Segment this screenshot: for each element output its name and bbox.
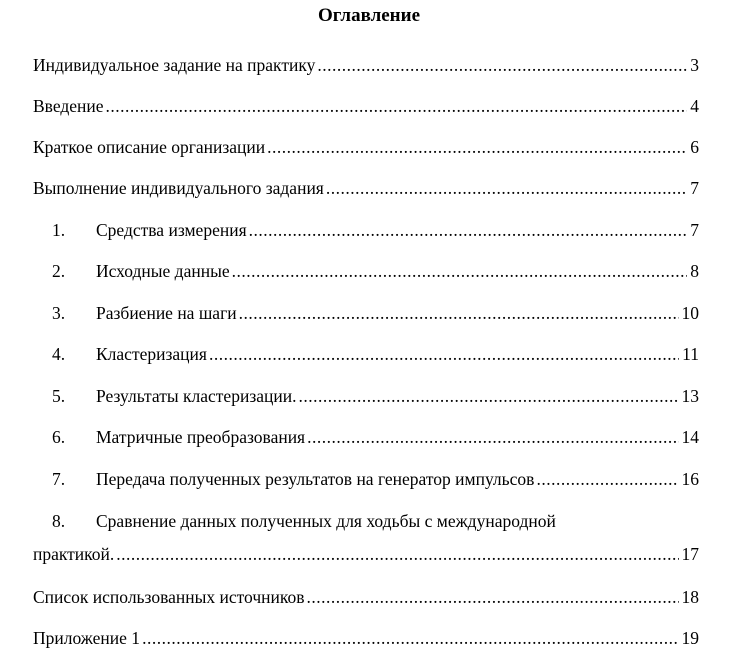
toc-entry-text: Передача полученных результатов на генератор импульсов xyxy=(96,469,535,489)
toc-leader-dots xyxy=(307,585,679,609)
toc-entry[interactable] xyxy=(33,135,699,159)
toc-leader-dots xyxy=(142,626,678,650)
toc-page-number: 3 xyxy=(690,55,699,75)
toc-entry-text: Исходные данные xyxy=(96,261,230,281)
toc-page-number: 18 xyxy=(681,587,699,607)
toc-leader-dots xyxy=(239,301,679,325)
toc-page-number: 11 xyxy=(682,344,699,364)
toc-page-number: 16 xyxy=(681,469,699,489)
toc-page-number: 4 xyxy=(690,96,699,116)
toc-entry-text: Краткое описание организации xyxy=(33,137,266,157)
toc-page-number: 7 xyxy=(690,178,699,198)
toc-entry-text: Результаты кластеризации. xyxy=(96,386,297,406)
toc-entry[interactable] xyxy=(33,176,699,200)
toc-entry-text: Список использованных источников xyxy=(33,587,305,607)
toc-subentry[interactable] xyxy=(52,384,699,408)
toc-leader-dots xyxy=(249,218,688,242)
toc-entry-number: 4. xyxy=(52,344,66,364)
toc-subentry[interactable] xyxy=(52,259,699,283)
toc-entry-text: Введение xyxy=(33,96,104,116)
toc-entry[interactable] xyxy=(33,94,699,118)
toc-subentry[interactable] xyxy=(52,218,699,242)
toc-entry-number: 5. xyxy=(52,386,66,406)
toc-entry-text: Кластеризация xyxy=(96,344,207,364)
toc-entry-text: Приложение 1 xyxy=(33,628,141,648)
toc-page-number: 6 xyxy=(690,137,699,157)
toc-leader-dots xyxy=(106,94,688,118)
toc-entry[interactable] xyxy=(33,53,699,77)
toc-entry-text: Матричные преобразования xyxy=(96,427,306,447)
toc-entry-number: 7. xyxy=(52,469,66,489)
toc-subentry-continuation[interactable] xyxy=(33,542,699,566)
toc-page-number: 10 xyxy=(681,303,699,323)
toc-entry-text: Индивидуальное задание на практику xyxy=(33,55,316,75)
toc-leader-dots xyxy=(116,542,678,566)
toc-entry-text: Выполнение индивидуального задания xyxy=(33,178,324,198)
toc-page-number: 19 xyxy=(681,628,699,648)
toc-entry-number: 6. xyxy=(52,427,66,447)
toc-leader-dots xyxy=(307,425,678,449)
toc-page-number: 14 xyxy=(681,427,699,447)
toc-entry-number: 3. xyxy=(52,303,66,323)
toc-page-number: 17 xyxy=(681,544,699,564)
toc-entry-text: Сравнение данных полученных для ходьбы с международной xyxy=(96,511,556,531)
toc-leader-dots xyxy=(536,467,678,491)
toc-leader-dots xyxy=(317,53,687,77)
toc-title: Оглавление xyxy=(317,5,421,26)
toc-leader-dots xyxy=(298,384,678,408)
toc-page-number: 13 xyxy=(681,386,699,406)
toc-entry[interactable] xyxy=(33,626,699,650)
toc-leader-dots xyxy=(232,259,688,283)
toc-subentry[interactable] xyxy=(52,425,699,449)
toc-leader-dots xyxy=(267,135,687,159)
toc-subentry[interactable] xyxy=(52,467,699,491)
toc-entry[interactable] xyxy=(33,585,699,609)
toc-entry-number: 2. xyxy=(52,261,66,281)
toc-leader-dots xyxy=(209,342,679,366)
toc-page-number: 8 xyxy=(690,261,699,281)
toc-entry-text-continuation: практикой. xyxy=(33,544,115,564)
toc-leader-dots xyxy=(326,176,687,200)
toc-entry-number: 8. xyxy=(52,511,66,531)
toc-subentry[interactable] xyxy=(52,301,699,325)
toc-entry-text: Разбиение на шаги xyxy=(96,303,237,323)
toc-entry-text: Средства измерения xyxy=(96,220,247,240)
toc-subentry[interactable] xyxy=(52,342,699,366)
toc-subentry-first-line[interactable] xyxy=(52,509,556,533)
toc-page-number: 7 xyxy=(690,220,699,240)
toc-entry-number: 1. xyxy=(52,220,66,240)
